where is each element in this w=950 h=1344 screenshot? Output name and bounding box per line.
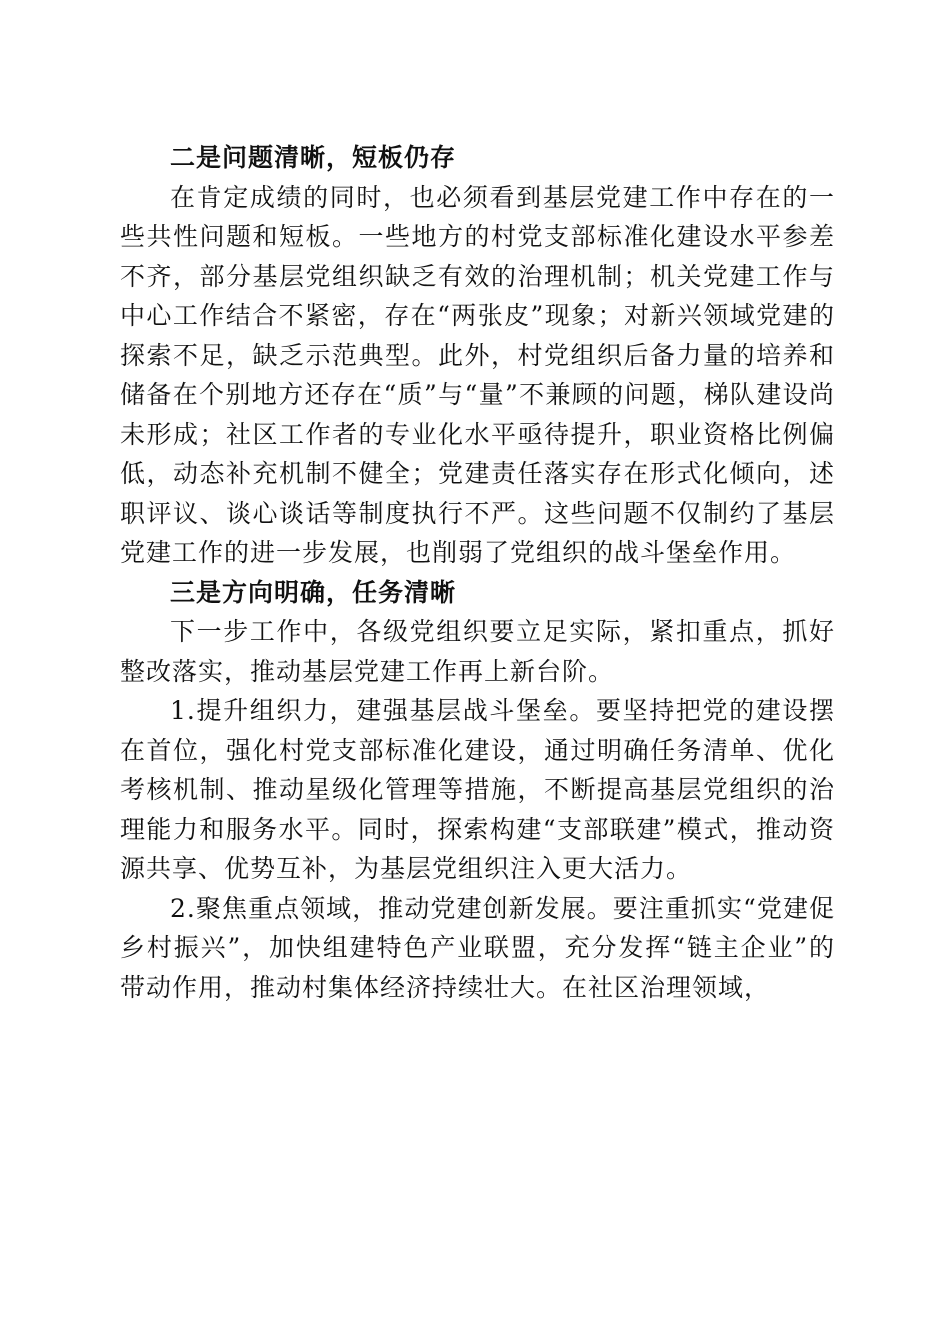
section-heading: 二是问题清晰，短板仍存 — [170, 143, 457, 172]
paragraph: 下一步工作中，各级党组织要立足实际，紧扣重点，抓好整改落实，推动基层党建工作再上新台阶。 — [120, 617, 835, 686]
section-heading: 三是方向明确，任务清晰 — [170, 577, 457, 607]
paragraph: 1.提升组织力，建强基层战斗堡垒。要坚持把党的建设摆在首位，强化村党支部标准化建设，通过明确任务清单、优化考核机制、推动星级化管理等措施，不断提高基层党组织的治理能力和服务水平。同时，探索构建“支部联建”模式，推动资源共享、优势互补，为基层党组织注入更大活力。 — [120, 696, 835, 883]
paragraph: 在肯定成绩的同时，也必须看到基层党建工作中存在的一些共性问题和短板。一些地方的村党支部标准化建设水平参差不齐，部分基层党组织缺乏有效的治理机制；机关党建工作与中心工作结合不紧密，存在“两张皮”现象；对新兴领域党建的探索不足，缺乏示范典型。此外，村党组织后备力量的培养和储备在个别地方还存在“质”与“量”不兼顾的问题，梯队建设尚未形成；社区工作者的专业化水平亟待提升，职业资格比例偏低，动态补充机制不健全；党建责任落实存在形式化倾向，述职评议、谈心谈话等制度执行不严。这些问题不仅制约了基层党建工作的进一步发展，也削弱了党组织的战斗堡垒作用。 — [120, 182, 835, 567]
paragraph: 2.聚焦重点领域，推动党建创新发展。要注重抓实“党建促乡村振兴”，加快组建特色产业联盟，充分发挥“链主企业”的带动作用，推动村集体经济持续壮大。在社区治理领域， — [120, 893, 835, 1002]
document-page — [120, 138, 835, 1007]
